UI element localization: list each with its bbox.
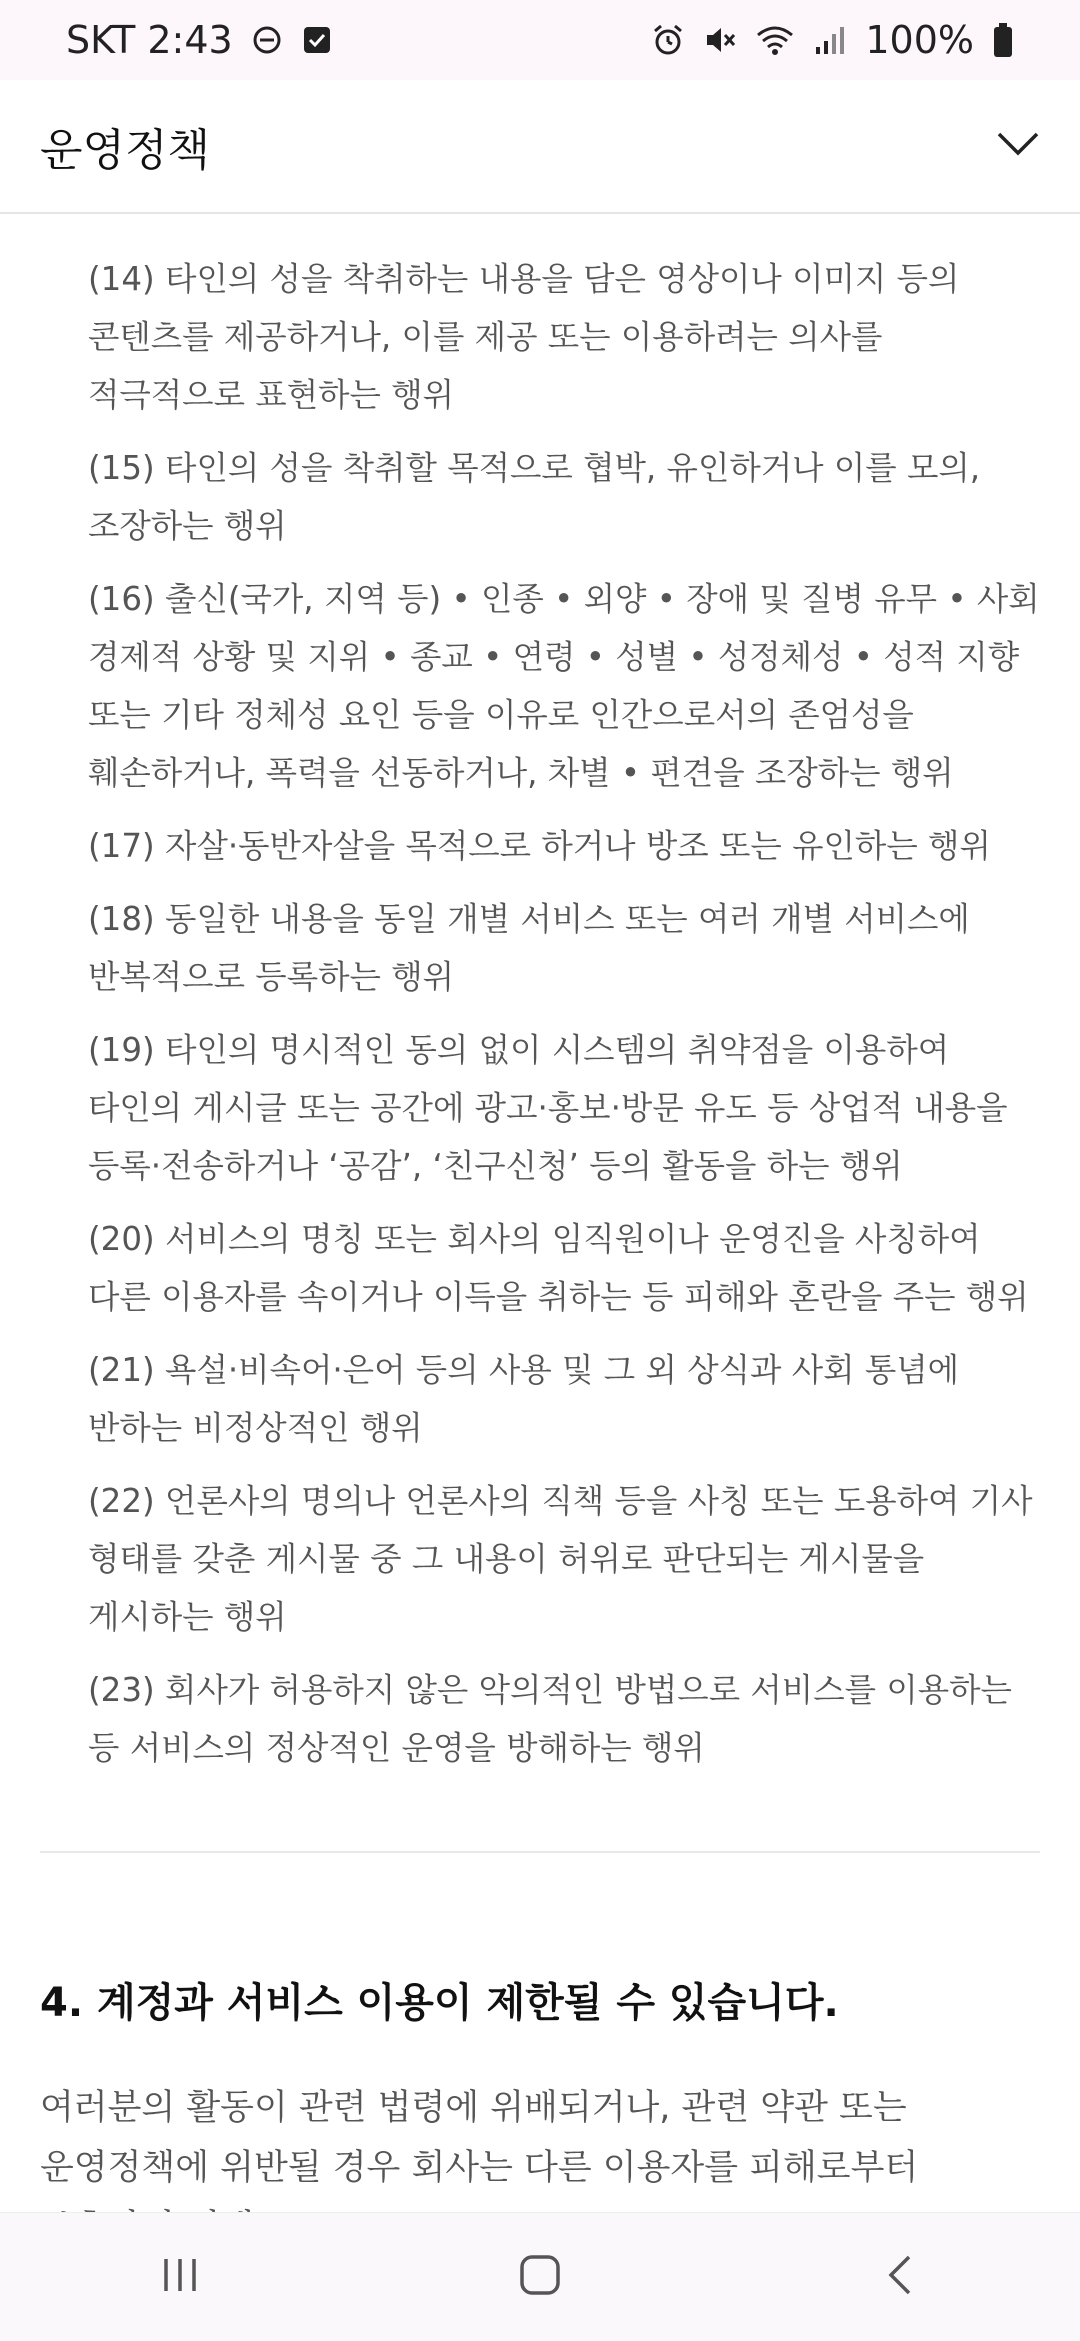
policy-item-17: (17) 자살·동반자살을 목적으로 하거나 방조 또는 유인하는 행위 [88,827,991,865]
alarm-icon [651,23,685,57]
policy-item-19: (19) 타인의 명시적인 동의 없이 시스템의 취약점을 이용하여 타인의 게시글 또는 공간에 광고·홍보·방문 유도 등 상업적 내용을 등록·전송하거나 ‘공감’, ‘친구신청’ 등의 활동을 하는 행위 [88,1031,1008,1185]
battery-percent: 100% [865,18,974,62]
signal-icon [813,23,847,57]
recent-apps-icon [158,2255,202,2299]
policy-item-23: (23) 회사가 허용하지 않은 악의적인 방법으로 서비스를 이용하는 등 서비스의 정상적인 운영을 방해하는 행위 [88,1671,1012,1767]
back-icon [885,2253,915,2301]
policy-item-20: (20) 서비스의 명칭 또는 회사의 임직원이나 운영진을 사칭하여 다른 이용자를 속이거나 이득을 취하는 등 피해와 혼란을 주는 행위 [88,1220,1029,1316]
do-not-disturb-icon [251,24,283,56]
checkbox-icon [301,24,333,56]
policy-content[interactable] [0,216,1080,2212]
policy-item-21: (21) 욕설·비속어·은어 등의 사용 및 그 외 상식과 사회 통념에 반하는 비정상적인 행위 [88,1351,960,1447]
policy-list [0,216,1080,1777]
policy-item-18: (18) 동일한 내용을 동일 개별 서비스 또는 여러 개별 서비스에 반복적으로 등록하는 행위 [88,900,970,996]
recent-apps-button[interactable] [120,2227,240,2327]
navigation-bar [0,2212,1080,2341]
status-bar [0,0,1080,80]
policy-item-22: (22) 언론사의 명의나 언론사의 직책 등을 사칭 또는 도용하여 기사 형태를 갖춘 게시물 중 그 내용이 허위로 판단되는 게시물을 게시하는 행위 [88,1482,1033,1636]
policy-header[interactable] [0,80,1080,214]
mute-icon [703,23,737,57]
policy-item-16: (16) 출신(국가, 지역 등) • 인종 • 외양 • 장애 및 질병 유무 • 사회 경제적 상황 및 지위 • 종교 • 연령 • 성별 • 성정체성 • 성적 지향 또는 기타 정체성 요인 등을 이유로 인간으로서의 존엄성을 훼손하거나, 폭력을 선동하거나, 차별 • 편견을 조장하는 행위 [88,580,1040,792]
section-title: 4. 계정과 서비스 이용이 제한될 수 있습니다. [40,1980,839,2026]
section-divider [40,1851,1040,1853]
carrier-time: SKT 2:43 [66,18,233,62]
policy-item-15: (15) 타인의 성을 착취할 목적으로 협박, 유인하거나 이를 모의, 조장하는 행위 [88,449,981,545]
policy-item-14: (14) 타인의 성을 착취하는 내용을 담은 영상이나 이미지 등의 콘텐츠를 제공하거나, 이를 제공 또는 이용하려는 의사를 적극적으로 표현하는 행위 [88,260,960,414]
chevron-down-icon[interactable] [996,130,1040,162]
home-button[interactable] [480,2227,600,2327]
wifi-icon [755,23,795,57]
back-button[interactable] [840,2227,960,2327]
page-title: 운영정책 [40,125,211,176]
battery-icon [992,22,1014,58]
section-body: 여러분의 활동이 관련 법령에 위배되거나, 관련 약관 또는 운영정책에 위반될 경우 회사는 다른 이용자를 피해로부터 [40,2088,919,2188]
home-icon [518,2253,562,2301]
